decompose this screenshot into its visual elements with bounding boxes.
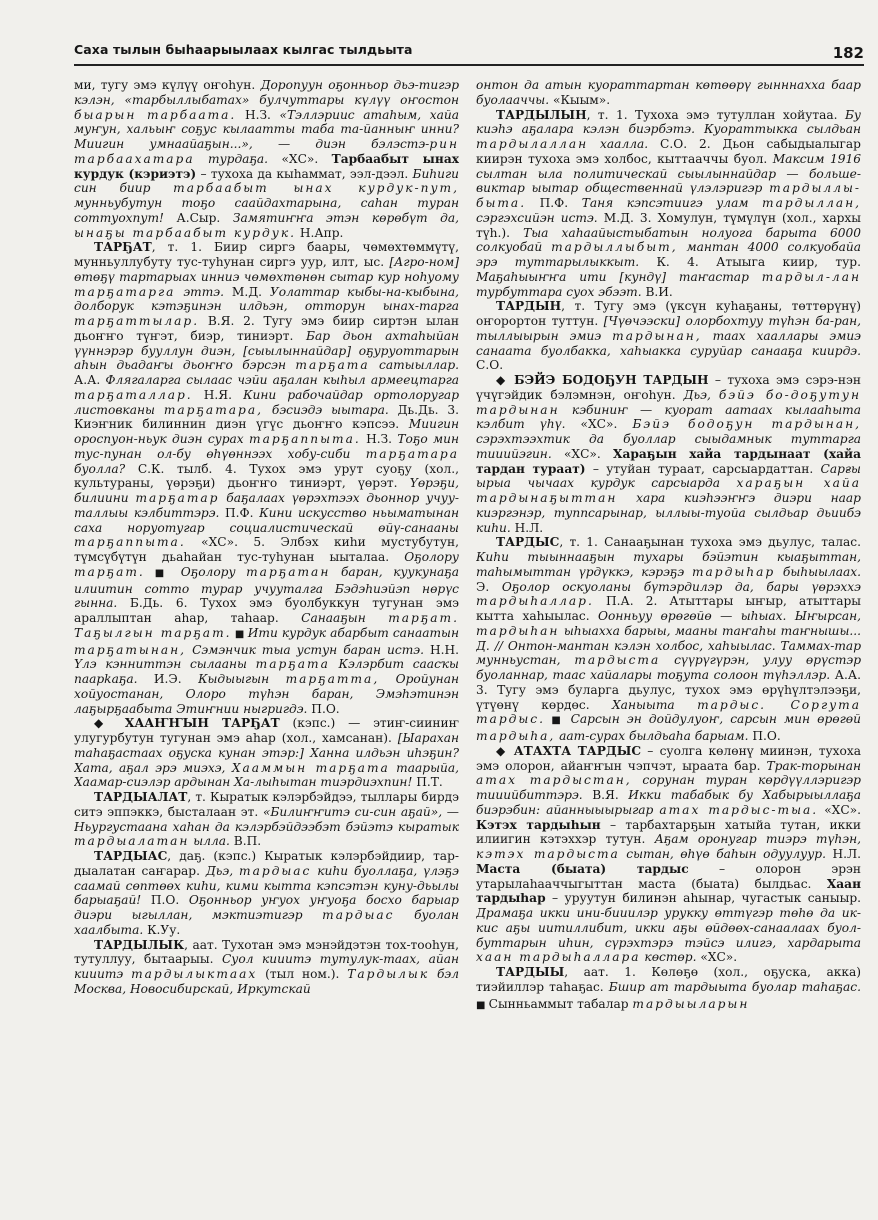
- headword: Тарбаабыт ынах курдук (кэриэтэ): [74, 151, 459, 181]
- entry-text: , аат. Тухотан эмэ мэнэйдэтэн тох-тооһун, тутуллуу, бытаарыы.: [74, 937, 459, 967]
- dictionary-entry: [476, 535, 861, 744]
- example-text: аат-сурах былдьаһа барыам.: [555, 729, 749, 743]
- emphasized-example: тарҕата: [295, 358, 370, 373]
- example-separator-icon: ■: [231, 628, 248, 640]
- example-text: Бу киэһэ аҕалара кэлэн биэрбэтэ. Куораттыкка сылдьан: [476, 107, 861, 137]
- example-text: Бшир ат тардыыта буолар таһаҕас.: [608, 979, 861, 994]
- entry-text: М.Д. 3. Хомулун, түмүлүн (хол., хархы түһ.).: [476, 210, 861, 240]
- entry-text: , т. 1. Тухоха эмэ тутуллан хойутаа.: [586, 107, 845, 122]
- headword: ТАРДЫАЛАТ: [94, 790, 188, 804]
- entry-text: Н.Я.: [192, 387, 244, 402]
- entry-text: П.О.: [748, 729, 781, 743]
- example-text: сэрэхтээхтик да буоллар сыыдамнык туттарга тииийэгин.: [476, 432, 861, 461]
- entry-text: Дь.Дь. 3. Киэҥник билиннин диэн үгүс дьоҥҥо кэпсээ.: [74, 402, 459, 432]
- emphasized-example: тарҕатар: [135, 491, 220, 505]
- idiom-diamond-icon: ◆: [496, 743, 514, 758]
- example-text: Кини рабочайдар ортолоругар листовканы: [74, 387, 459, 417]
- entry-text: Н.Л.: [510, 520, 544, 535]
- headword: Хараҕын хайа тардынаат (хайа тардан тураат): [476, 446, 861, 476]
- entry-text: Э.: [476, 579, 502, 594]
- example-text: Сэмэнчик тыа устун баран истэ.: [186, 642, 424, 657]
- entry-text: Н.Н.: [423, 642, 459, 657]
- entry-text: – уруутун билинэн аһынар, чугастык саныыр.: [545, 891, 861, 906]
- example-text: Сарғы ырыа чычаах курдук сарсыарда: [476, 461, 861, 491]
- example-text: сүүрүгүрэн, улуу өрүстэр буоланнар, таас хайалары тоҕута солоон түһэллэр.: [476, 653, 861, 682]
- entry-text: С.О. 2. Дьон сабыдыалыгар киирэн тухоха эмэ холбос, кыттааччы буол.: [476, 137, 861, 166]
- headword: ТАРДЫС: [496, 535, 560, 550]
- entry-text: П.Ф.: [526, 196, 582, 210]
- entry-text: И.Э.: [137, 672, 199, 686]
- emphasized-example: атах тардыстан,: [476, 773, 632, 788]
- dictionary-entry: [476, 299, 861, 373]
- entry-text: А.А.: [74, 373, 106, 387]
- emphasized-example: тарҕаталлар.: [74, 387, 193, 402]
- example-text: Максим 1916 сылтан ыла политическай сыылыннайдар — больше-виктар ыытар общественнай үлэлэригэр: [476, 151, 861, 196]
- entry-text: П.О.: [307, 701, 340, 716]
- dictionary-entry: [74, 240, 459, 716]
- entry-text: Н.Л.: [825, 847, 861, 861]
- entry-text: «Кыым».: [549, 92, 611, 107]
- example-text: баҕалаах үөрэхтээх дьоннор учуу-таллыы кэлбиттэрэ.: [74, 491, 459, 520]
- headword: Хаан тардыһар: [476, 876, 861, 906]
- entry-text: «ХС».: [268, 151, 332, 166]
- example-text: киһи буоллаҕа, үлэҕэ саамай сөптөөх киһи, кими кытта кэпсэтэн куну-дьылы барыаҕай!: [74, 863, 459, 908]
- dictionary-entry: [476, 373, 861, 535]
- example-text: Тыа хаһаайыстыбатын нолуога барыта 6000 солкуобай: [476, 225, 861, 255]
- example-text: бэсиэдэ ыытара.: [262, 402, 389, 417]
- example-text: Оонньуу өрөгөйө — ыһыах. Ыҥырсан,: [597, 609, 861, 623]
- idiom-diamond-icon: ◆: [94, 716, 125, 731]
- emphasized-example: тардылыктаах: [131, 967, 258, 981]
- example-text: таарыйа, Хаамар-сиэлэр ардынан Ха-лыһытан тиэрдиэхпин!: [74, 760, 459, 790]
- example-text: ыһыахха барыы, мааны таҥаһы таҥнышы... Д. // Онтон-мантан кэлэн холбос, хаһыылас. Таммах-тар мунньустан,: [476, 623, 861, 668]
- emphasized-example: Тардылык: [347, 967, 430, 981]
- emphasized-example: тардылаллан: [476, 137, 589, 151]
- emphasized-example: тарҕаппыта.: [249, 432, 361, 446]
- example-text: Икки табабык бу Хабырыыллаҕа биэрэбин: айанныыырыгар: [476, 788, 861, 817]
- headword: ТАРДЫАС: [94, 849, 168, 863]
- entry-text: – суолга көлөнү миинэн, тухоха эмэ олорон, айаҥҥын чэпчэт, ырaата бар.: [476, 743, 861, 773]
- example-text: Санааҕын: [301, 611, 389, 625]
- example-text: «Тэллэриис атаһым, хайа муҥун, хальыҥ соҕус кылаатты таба та-йанныҥ инни? Миигин умнаайаҕын...», — диэн бэлэстэ-: [74, 107, 459, 151]
- entry-text: «ХС».: [565, 417, 633, 432]
- example-text: Флягаларга сылаас чэйи аҕалан кыһыл армеецтарга: [105, 373, 459, 387]
- example-text: кэбиниҥ — куорат аатаах кылааһыта кэлбит үһү.: [476, 402, 861, 432]
- emphasized-example: тардыс. Соргута тардыс.: [476, 697, 861, 727]
- example-text: сорунан туран көрдүүллэригэр тииийбиттэрэ.: [476, 773, 861, 802]
- emphasized-example: тарҕатта,: [285, 672, 380, 686]
- emphasized-example: тарҕатара: [365, 446, 459, 461]
- dictionary-entry: [476, 744, 861, 965]
- example-text: мантан 4000 солкуобайа эрэ туттарылыккыт.: [476, 240, 861, 269]
- entry-text: «ХС». 5. Элбэх киһи мустубутун, түмсүбүтүн дьаһайан тус-туһунан ыыталаа.: [74, 535, 459, 564]
- example-text: [Агро-ном] өтөҕү тартарыах инниэ чөмөхтөнөн сытар кур ноһуому: [74, 255, 459, 284]
- example-text: Тоҕо мин тус-пунан ол-бу өһүөннээх хобу-сиби: [74, 432, 459, 461]
- dictionary-entry: [476, 108, 861, 300]
- emphasized-example: атах тардыс-тыа.: [659, 802, 819, 817]
- headword: ТАРДЫЛЫК: [94, 937, 185, 952]
- example-text: көстөр.: [640, 950, 697, 965]
- entry-text: – тухоха да кыһаммат, ээл-дээл.: [196, 166, 413, 181]
- page-header: [74, 40, 864, 66]
- emphasized-example: хараҕын хайа тардынаҕыттан: [476, 476, 861, 505]
- emphasized-example: тардыһар: [691, 564, 776, 579]
- entry-text: В.Я.: [582, 788, 629, 802]
- example-text: мунньубутун тоҕо саайдахтарына, саһан туран соттуохпут!: [74, 196, 459, 225]
- emphasized-example: тардыһан: [476, 623, 560, 638]
- idiom-diamond-icon: ◆: [496, 373, 515, 387]
- entry-text: , т. Кыратык кэлэрбэйдээ, тыллары бирдэ ситэ эппэккэ, бысталаан эт.: [74, 790, 459, 819]
- example-text: [Чүөчээски] олорбохтуу түһэн ба-ран, тыллыырын эмиэ: [476, 314, 861, 343]
- example-text: Бар дьон ахтаһыйан үүннэрэр бууллун диэн, [сыылыннайдар] оҕуруоттарын аһын дьадаҥы дьоҥҥо бэрсэн: [74, 328, 459, 373]
- emphasized-example: ынаҕы тарбаабыт курдук.: [74, 225, 296, 240]
- headword: Маста (быата) тардыс: [476, 861, 689, 876]
- example-text: Сарсын эн дойдулуоҥ, сарсын мин өрөгөй: [570, 712, 861, 727]
- example-text: сытан, өһүө баһын одуулуур.: [619, 847, 826, 861]
- entry-text: – утуйан тураат, сарсыардаттан.: [585, 461, 821, 476]
- entry-continuation: [74, 78, 459, 240]
- emphasized-example: Бэйэ бодоҕун тардынан,: [632, 417, 861, 432]
- example-text: Ханыыта: [612, 697, 698, 712]
- example-text: буолла?: [74, 461, 126, 476]
- emphasized-example: тарҕатара,: [163, 402, 263, 417]
- dictionary-entry: [74, 938, 459, 997]
- emphasized-example: бэйэ бо-доҕутун тардынан: [476, 387, 861, 417]
- example-text: Кыдыыгын: [198, 672, 286, 686]
- emphasized-example: рин тарбаахатара: [74, 137, 459, 166]
- example-text: [Ыарахан таһаҕастаах оҕуска кунан этэр:] Ханна илдьэн иһэҕин? Хата, аҕал эрэ миэхэ,: [74, 731, 459, 775]
- example-text: быһыылаах.: [775, 564, 861, 579]
- emphasized-example: быарын тарбаата.: [74, 107, 237, 122]
- entry-text: Н.З.: [360, 432, 398, 446]
- example-text: Драмаҕа икки ини-бииилэр урукку өттүгэр төһө да ик-кис аҕы иитиллибит, икки аҕы өйдөөх-санаалаах буол-буттарын иһин, сүрэхтэрэ тэйсэ илигэ, хардарыта: [476, 906, 861, 950]
- emphasized-example: тарбаабыт ынах курдук-пут,: [173, 181, 459, 196]
- example-text: турбуттара суох эбээт.: [476, 284, 642, 299]
- headword: ХААҤҤЫН ТАРҔАТ: [124, 716, 280, 731]
- emphasized-example: тарҕата: [255, 657, 330, 672]
- example-text: турдаҕа.: [194, 151, 269, 166]
- right-column: [476, 78, 861, 1190]
- emphasized-example: тардыллыбыт,: [551, 240, 678, 255]
- entry-text: Н.Апр.: [296, 225, 344, 240]
- left-column: [74, 78, 459, 1190]
- running-title: Саха тылын быһаарыылаах кылгас тылдьыта: [74, 42, 413, 57]
- emphasized-example: тарҕатарга: [74, 284, 176, 299]
- entry-text: ми, тугу эмэ күлүү оҥоһун.: [74, 78, 261, 92]
- emphasized-example: тардыллан,: [762, 196, 861, 210]
- emphasized-example: тардыста: [574, 653, 661, 668]
- emphasized-example: кэтэх тардыста: [476, 847, 620, 861]
- entry-text: – тарбахтарҕын хатыйа тутан, икки илиигин кэтэххэр тутун.: [476, 817, 861, 847]
- entry-text: (кэпс.) — этиҥ-сииниҥ улугурбутун тугунан эмэ аһар (хол., хамсанан).: [74, 716, 459, 745]
- entry-text: Б.Дь. 6. Тухох эмэ буолбуккун тугунан эмэ араллыптан аһар, таһаар.: [74, 596, 459, 625]
- example-text: баран, куукунаҕа илиитин сотто турар учууталга Бэдэһиэйэп нөрүс гынна.: [74, 564, 459, 611]
- emphasized-example: тарҕат.: [74, 564, 145, 579]
- entry-text: П.А. 2. Атыттары ыҥыр, атыттары кытта хаһыылас.: [476, 594, 861, 623]
- dictionary-entry: [74, 849, 459, 938]
- emphasized-example: тардыалатан: [74, 834, 190, 849]
- example-text: Уолаттар кыбы-на-кыбына, долборук кэтэҕинэн илдьэн, отторун ынах-тарга: [74, 284, 459, 314]
- entry-text: – олорон эрэн утарылаһааччыгыттан маста (быата) былдьас.: [476, 861, 861, 891]
- example-text: таах хааллары эмиэ санаата буолбакка, хаһыакка суруйар санааҕа киирдэ.: [476, 328, 861, 358]
- example-text: Оройунан хойуостанан, Олоро түһэн баран, Эмэһэтинэн лаҕырҕаабыта Этиҥнии ныгригдэ.: [74, 672, 459, 716]
- entry-text: Сынньаммыт табалар: [488, 996, 633, 1011]
- example-text: Аҕам оронугар тиэрэ түһэн,: [654, 832, 861, 847]
- emphasized-example: тардыас: [239, 863, 312, 878]
- example-text: Дьэ,: [683, 387, 719, 402]
- entry-text: М.Д.: [223, 284, 270, 299]
- example-text: Суол кииитэ тутулук-таах, айан кииитэ: [74, 952, 459, 981]
- example-text: буолан хаалбыта.: [74, 908, 459, 937]
- entry-text: «ХС».: [818, 802, 861, 817]
- entry-text: К. 4. Атыыга киир, тур.: [639, 255, 861, 269]
- entry-continuation: [476, 78, 861, 108]
- entry-text: «ХС».: [696, 950, 738, 965]
- example-text: хара киэһээҥҥэ диэри наар киэргэнэр, туппсарынар, ыллыы-туойа сылдьар дьиибэ киһи.: [476, 491, 861, 535]
- entry-text: , т. Тугу эмэ (үксүн куһаҕаны, төттөрүнү) оҥорортон туттун.: [476, 299, 861, 328]
- example-text: Таня кэпсэтиигэ улам: [581, 196, 763, 210]
- dictionary-entry: [476, 965, 861, 1013]
- entry-text: , даҕ. (кэпс.) Кыратык кэлэрбэйдиир, тар-дыалатан саҥарар.: [74, 849, 459, 878]
- emphasized-example: Хааммын тарҕата: [231, 760, 390, 775]
- example-text: сэргэхсийэн истэ.: [476, 210, 598, 225]
- emphasized-example: тардыас: [322, 908, 395, 922]
- emphasized-example: тарҕатынан,: [74, 642, 187, 657]
- example-text: онтон да атын куораттартан көтөөрү гынннахха баар буолааччы.: [476, 78, 861, 107]
- entry-text: К.Уу.: [143, 922, 181, 937]
- headword: АТАХТА ТАРДЫС: [513, 743, 642, 758]
- headword: ТАРҔАТ: [94, 240, 152, 255]
- entry-text: С.К. тылб. 4. Тухох эмэ урут суоҕу (хол., культураны, үөрэҕи) дьоҥҥо тиниэрт, үөрэт.: [74, 461, 459, 491]
- example-text: Маҕаһыыҥҥа ити [кундү] таҥастар: [476, 269, 762, 284]
- example-text: Трак-торынан: [766, 758, 861, 773]
- entry-text: – тухоха эмэ сэрэ-нэн үчүгэйдик бэлэмнэн, оҥоһун.: [476, 373, 861, 402]
- example-separator-icon: ■: [476, 999, 489, 1011]
- headword: ТАРДЫЫ: [496, 965, 565, 979]
- entry-text: П.О.: [141, 893, 189, 908]
- example-text: Оҕолору: [404, 550, 459, 564]
- example-text: Дьэ,: [205, 863, 240, 878]
- emphasized-example: тардыллы-быта.: [476, 181, 861, 210]
- example-text: сатыыллар.: [369, 358, 459, 373]
- example-text: Кэлэрбит саасҡы паарkаҕа.: [74, 657, 459, 686]
- entry-text: (тыл ном.).: [257, 967, 348, 981]
- example-separator-icon: ■: [144, 567, 181, 579]
- dictionary-entry: [74, 716, 459, 790]
- example-text: Оҕолору: [180, 564, 247, 579]
- example-text: Оҕолор оскуоланы бүтэрдилэр да, бары үөрэххэ: [501, 579, 861, 594]
- example-text: «Билиҥҥитэ си-син аҕай», — Ньургустаана хаһан да кэлэрбэйдээбэт бэйэтэ кыратык: [74, 804, 459, 834]
- example-text: Замятиҥҥа этэн көрөбүт да,: [232, 210, 459, 225]
- entry-text: А.А. 3. Тугу эмэ буларга дьулус, тухох эмэ өрүһүлтэлээҕи, үтүөнү көрдөс.: [476, 668, 861, 712]
- emphasized-example: тарҕаттылар.: [74, 314, 200, 328]
- entry-text: «ХС».: [551, 446, 613, 461]
- emphasized-example: тардынан,: [612, 328, 702, 343]
- dictionary-entry: [74, 790, 459, 849]
- emphasized-example: тарҕаппыта.: [74, 535, 186, 550]
- emphasized-example: тардыһаллар.: [476, 594, 594, 609]
- example-text: бэл Москва, Новосибирскай, Иркутскай: [74, 967, 459, 996]
- entry-text: , аат. 1. Көлөҕө (хол., оҕуска, акка) тиэйиллэр таһаҕас.: [476, 965, 861, 994]
- entry-text: П.Ф.: [219, 505, 260, 520]
- example-text: Доропуун оҕонньор дьэ-тигэр кэлэн, «тарбыллыбатах» булчуттары күлүү оҥостон: [74, 78, 459, 107]
- entry-text: Н.З.: [236, 107, 280, 122]
- headword: Кэтэх тардыһын: [476, 817, 601, 832]
- entry-text: С.О.: [476, 358, 504, 373]
- headword: БЭЙЭ БОДОҔУН ТАРДЫН: [514, 373, 709, 387]
- entry-text: В.Я. 2. Тугу эмэ биир сиртэн ылан дьоҥҥо түҥэт, биэр, тиниэрт.: [74, 314, 459, 343]
- entry-text: , т. 1. Санааҕынан тухоха эмэ дьулус, талас.: [559, 535, 861, 550]
- emphasized-example: тарҕатан: [246, 564, 331, 579]
- example-separator-icon: ■: [544, 715, 571, 727]
- entry-text: В.П.: [229, 834, 262, 849]
- example-text: Миигин ороспуон-ньук диэн сурах: [74, 417, 459, 446]
- emphasized-example: тарҕат. Таҕылгын тарҕат.: [74, 611, 459, 640]
- emphasized-example: тардыыларын: [632, 996, 750, 1011]
- headword: ТАРДЫЛЫН: [496, 107, 587, 122]
- header-rule: [74, 64, 864, 66]
- example-text: Ити курдук абарбыт санаатын: [247, 625, 459, 640]
- example-text: Үөрэҕи, билиини: [74, 476, 459, 505]
- emphasized-example: тардыл-лан: [761, 269, 861, 284]
- entry-text: , т. 1. Биир сиргэ баары, чөмөхтөммүтү, мунньуллубуту тус-туһунан сиргэ уур, илт, ыс.: [74, 240, 459, 269]
- example-text: Биһиги син биир: [74, 166, 459, 196]
- example-text: Үлэ кэнниттэн сылааны: [74, 657, 256, 672]
- example-text: Киһи тыыннааҕын тухары бэйэтин кыаҕыттан, таһымыттан үрдүккэ, кэрэҕэ: [476, 550, 861, 579]
- example-text: Кини искусство ньыматынан саха норуотугар социалистическай өйү-санааны: [74, 505, 459, 535]
- example-text: ылла.: [189, 834, 230, 849]
- headword: ТАРДЫН: [496, 299, 562, 314]
- emphasized-example: хаан тардыһаллара: [476, 950, 641, 965]
- entry-text: В.И.: [641, 284, 673, 299]
- example-text: эттэ.: [175, 284, 224, 299]
- emphasized-example: тардыһа,: [476, 729, 556, 743]
- example-text: хаалла.: [588, 137, 649, 151]
- example-text: Оҕонньор уҥуох уҥуоҕа босхо барыар диэри ыгыллан, мэктиэтигэр: [74, 893, 459, 922]
- entry-text: А.Сыр.: [163, 210, 233, 225]
- page-number: 182: [832, 44, 864, 62]
- entry-text: П.Т.: [412, 775, 443, 790]
